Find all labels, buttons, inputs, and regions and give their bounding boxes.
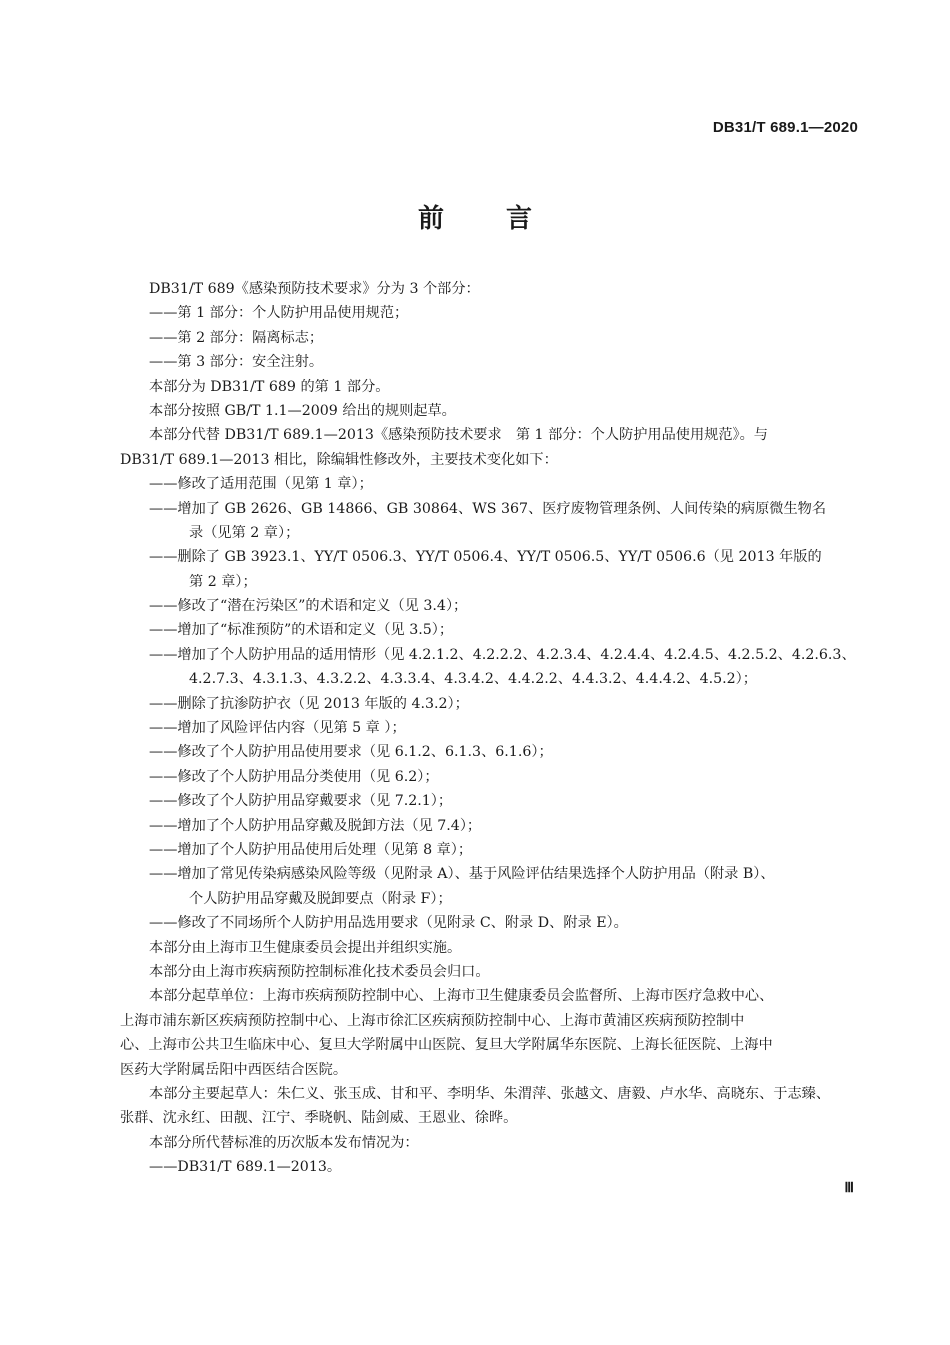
text-line: ——修改了个人防护用品穿戴要求（见 7.2.1）； <box>149 793 453 810</box>
text-line: ——第 3 部分：安全注射。 <box>149 354 324 371</box>
text-line: ——删除了抗渗防护衣（见 2013 年版的 4.3.2）； <box>149 695 469 712</box>
standard-code: DB31/T 689.1—2020 <box>712 119 858 136</box>
text-line: ——修改了个人防护用品使用要求（见 6.1.2、6.1.3、6.1.6）； <box>149 744 553 761</box>
text-line: ——修改了适用范围（见第 1 章）； <box>149 476 373 493</box>
text-line: 本部分起草单位：上海市疾病预防控制中心、上海市卫生健康委员会监督所、上海市医疗急救中心、 <box>149 988 774 1005</box>
title-char-1: 前 <box>417 204 444 234</box>
text-line: ——增加了风险评估内容（见第 5 章 ）； <box>149 720 406 737</box>
text-line: 个人防护用品穿戴及脱卸要点（附录 F）； <box>189 890 452 907</box>
text-line: 上海市浦东新区疾病预防控制中心、上海市徐汇区疾病预防控制中心、上海市黄浦区疾病预防控制中 <box>120 1012 745 1029</box>
text-line: 录（见第 2 章）； <box>189 524 300 541</box>
text-line: DB31/T 689《感染预防技术要求》分为 3 个部分： <box>149 281 480 297</box>
text-line: ——增加了个人防护用品的适用情形（见 4.2.1.2、4.2.2.2、4.2.3.4、4.2.4.4、4.2.4.5、4.2.5.2、4.2.6.3、 <box>149 646 856 663</box>
page-title <box>0 198 950 235</box>
text-line: 4.2.7.3、4.3.1.3、4.3.2.2、4.3.3.4、4.3.4.2、4.4.2.2、4.4.3.2、4.4.4.2、4.5.2）； <box>189 671 757 688</box>
text-line: ——增加了 GB 2626、GB 14866、GB 30864、WS 367、医疗废物管理条例、人间传染的病原微生物名 <box>149 500 827 517</box>
text-line: 本部分按照 GB/T 1.1—2009 给出的规则起草。 <box>149 402 456 419</box>
text-line: ——第 1 部分：个人防护用品使用规范； <box>149 305 409 322</box>
text-line: 本部分代替 DB31/T 689.1—2013《感染预防技术要求 第 1 部分：个人防护用品使用规范》。与 <box>149 427 768 444</box>
text-line: ——修改了不同场所个人防护用品选用要求（见附录 C、附录 D、附录 E）。 <box>149 915 628 932</box>
text-line: ——删除了 GB 3923.1、YY/T 0506.3、YY/T 0506.4、YY/T 0506.5、YY/T 0506.6（见 2013 年版的 <box>149 549 822 566</box>
text-line: ——修改了“潜在污染区”的术语和定义（见 3.4）； <box>149 598 468 615</box>
text-line: ——增加了个人防护用品使用后处理（见第 8 章）； <box>149 841 473 858</box>
text-line: ——增加了“标准预防”的术语和定义（见 3.5）； <box>149 622 454 639</box>
text-line: ——DB31/T 689.1—2013。 <box>149 1159 342 1176</box>
text-line: 医药大学附属岳阳中西医结合医院。 <box>120 1061 348 1078</box>
text-line: 本部分主要起草人：朱仁义、张玉成、甘和平、李明华、朱渭萍、张越文、唐毅、卢水华、高晓东、于志臻、 <box>149 1085 831 1102</box>
text-line: 本部分为 DB31/T 689 的第 1 部分。 <box>149 378 390 395</box>
text-line: 本部分所代替标准的历次版本发布情况为： <box>149 1134 419 1151</box>
text-line: ——增加了常见传染病感染风险等级（见附录 A）、基于风险评估结果选择个人防护用品（附录 B）、 <box>149 866 775 883</box>
text-line: 本部分由上海市疾病预防控制标准化技术委员会归口。 <box>149 963 490 980</box>
page-number: Ⅲ <box>844 1181 854 1196</box>
text-line: 第 2 章）； <box>189 573 257 590</box>
text-line: 张群、沈永红、田靓、江宁、季晓帆、陆剑威、王恩业、徐晔。 <box>120 1110 518 1127</box>
foreword-body <box>120 277 858 1179</box>
text-line: 心、上海市公共卫生临床中心、复旦大学附属中山医院、复旦大学附属华东医院、上海长征医院、上海中 <box>120 1037 773 1054</box>
text-line: ——增加了个人防护用品穿戴及脱卸方法（见 7.4）； <box>149 817 482 834</box>
text-line: 本部分由上海市卫生健康委员会提出并组织实施。 <box>149 939 462 956</box>
title-char-2: 言 <box>506 204 533 234</box>
text-line: ——第 2 部分：隔离标志； <box>149 329 324 346</box>
text-line: ——修改了个人防护用品分类使用（见 6.2）； <box>149 768 439 785</box>
text-line: DB31/T 689.1—2013 相比，除编辑性修改外，主要技术变化如下： <box>120 451 558 468</box>
